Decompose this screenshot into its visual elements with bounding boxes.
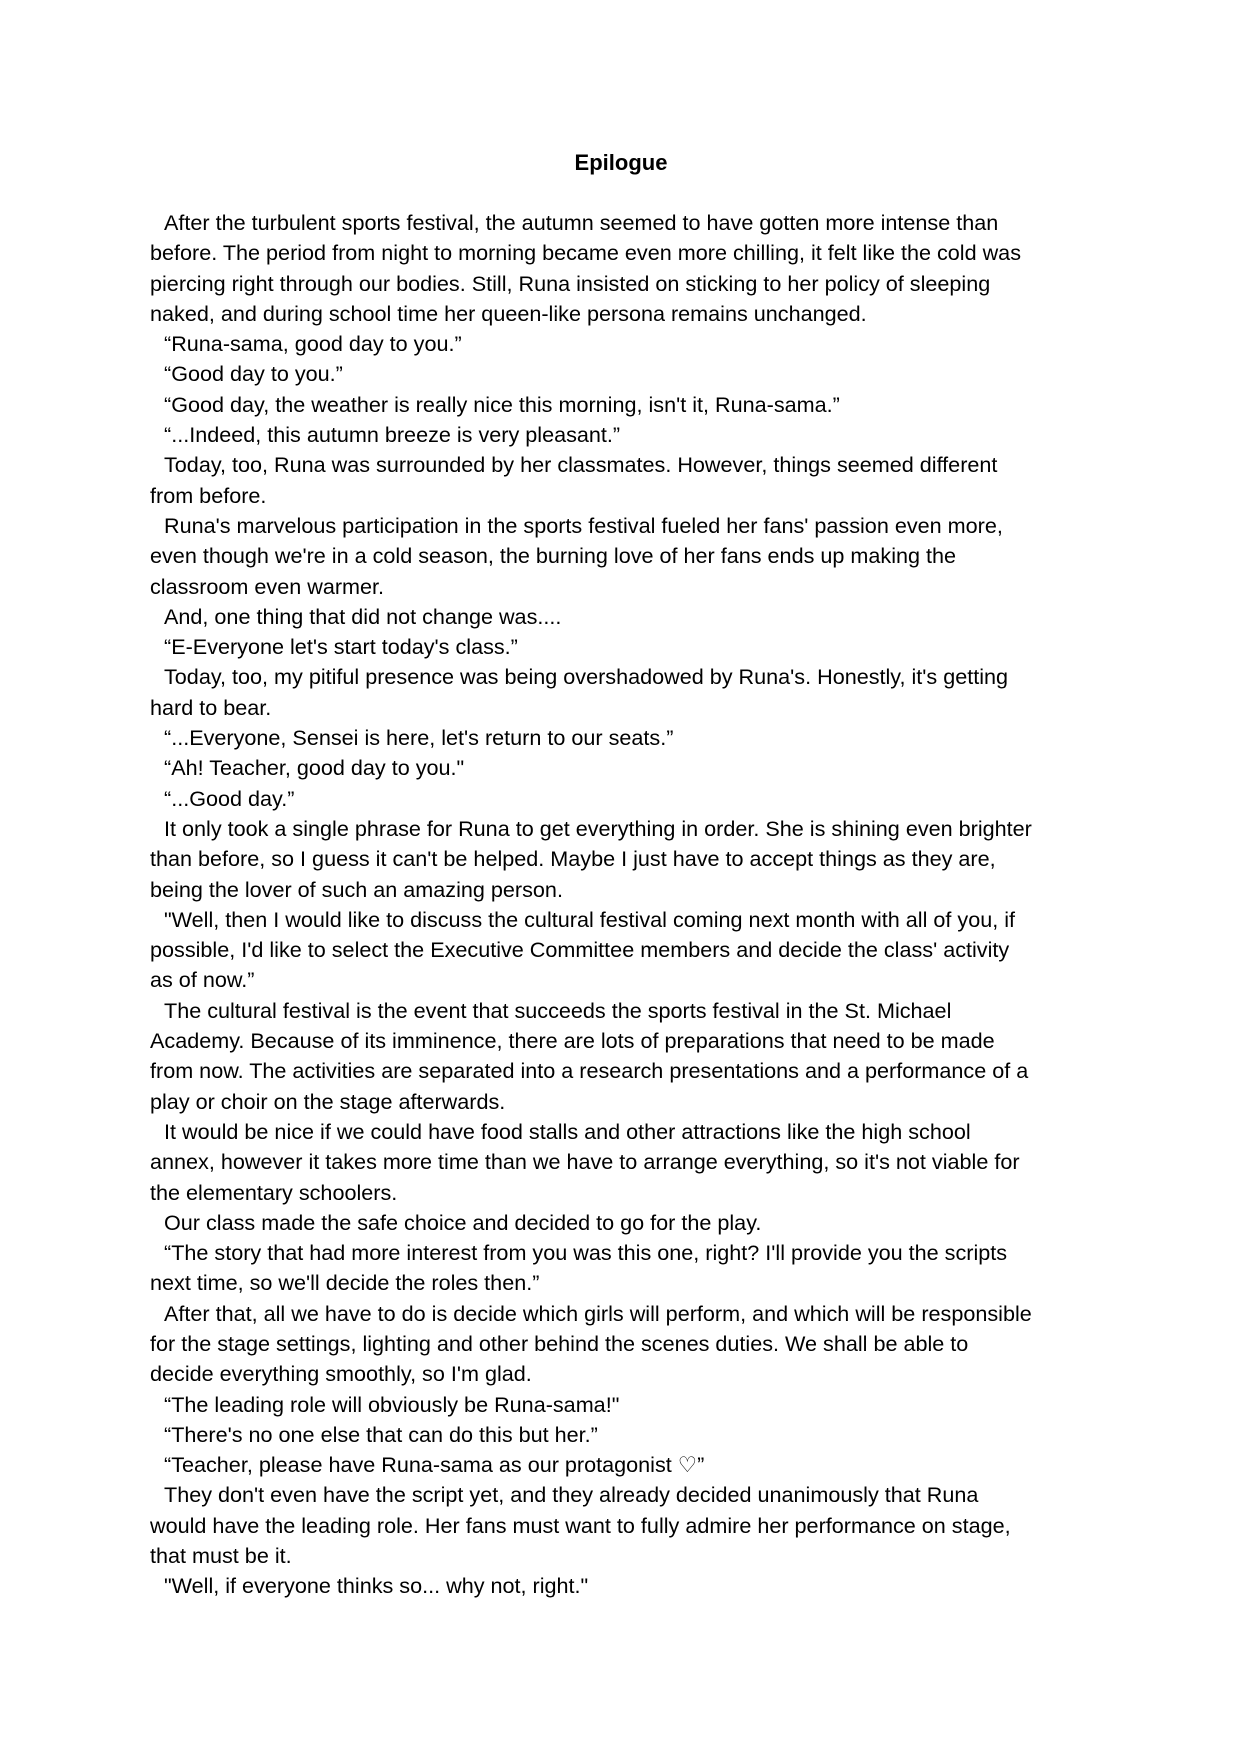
paragraph-line: “Good day, the weather is really nice this morning, isn't it, Runa-sama.” [164,391,840,417]
document-body [150,208,1084,1602]
paragraph-continuation-line: from now. The activities are separated into a research presentations and a performance of a [150,1058,1029,1084]
paragraph-line: Our class made the safe choice and decided to go for the play. [164,1209,762,1235]
paragraph-continuation-line: possible, I'd like to select the Executive Committee members and decide the class' activity [150,937,1010,963]
paragraph-line: “Teacher, please have Runa-sama as our protagonist ♡” [164,1452,705,1478]
paragraph-line: “Good day to you.” [164,361,343,387]
paragraph-continuation-line: play or choir on the stage afterwards. [150,1088,506,1114]
paragraph-line: “Runa-sama, good day to you.” [164,331,462,357]
paragraph-continuation-line: annex, however it takes more time than we have to arrange everything, so it's not viable for [150,1149,1020,1175]
paragraph-line: And, one thing that did not change was.... [164,603,562,629]
paragraph-continuation-line: hard to bear. [150,694,272,720]
paragraph-continuation-line: even though we're in a cold season, the burning love of her fans ends up making the [150,543,957,569]
paragraph-line: It would be nice if we could have food stalls and other attractions like the high school [164,1118,971,1144]
paragraph-line: Today, too, my pitiful presence was being overshadowed by Runa's. Honestly, it's getting [164,664,1009,690]
paragraph-line: “...Good day.” [164,785,295,811]
paragraph-line: After the turbulent sports festival, the autumn seemed to have gotten more intense than [164,210,999,235]
paragraph-continuation-line: classroom even warmer. [150,573,385,599]
paragraph-continuation-line: next time, so we'll decide the roles then.” [150,1270,540,1296]
paragraph-continuation-line: piercing right through our bodies. Still, Runa insisted on sticking to her policy of sleeping [150,270,991,296]
paragraph-continuation-line: than before, so I guess it can't be helped. Maybe I just have to accept things as they are, [150,846,996,872]
paragraph-continuation-line: the elementary schoolers. [150,1179,398,1205]
paragraph-continuation-line: from before. [150,482,267,508]
paragraph-continuation-line: before. The period from night to morning became even more chilling, it felt like the cold was [150,240,1021,266]
paragraph-line: They don't even have the script yet, and they already decided unanimously that Runa [164,1482,979,1508]
paragraph-continuation-line: Academy. Because of its imminence, there are lots of preparations that need to be made [150,1028,995,1054]
paragraph-continuation-line: naked, and during school time her queen-like persona remains unchanged. [150,300,867,326]
paragraph-line: “E-Everyone let's start today's class.” [164,634,518,660]
paragraph-line: “The leading role will obviously be Runa-sama!" [164,1391,620,1417]
paragraph-continuation-line: as of now.” [150,967,255,993]
page-title: Epilogue [574,150,668,175]
paragraph-line: Runa's marvelous participation in the sports festival fueled her fans' passion even more, [164,512,1003,538]
paragraph-line: “Ah! Teacher, good day to you." [164,755,465,781]
paragraph-line: The cultural festival is the event that succeeds the sports festival in the St. Michael [164,997,952,1023]
paragraph-continuation-line: that must be it. [150,1543,292,1569]
paragraph-continuation-line: being the lover of such an amazing person. [150,876,563,902]
paragraph-line: "Well, if everyone thinks so... why not, right." [164,1573,589,1599]
paragraph-line: “There's no one else that can do this but her.” [164,1421,598,1447]
paragraph-continuation-line: would have the leading role. Her fans must want to fully admire her performance on stage, [150,1512,1011,1538]
paragraph-line: After that, all we have to do is decide which girls will perform, and which will be responsible [164,1300,1032,1326]
paragraph-line: “...Indeed, this autumn breeze is very pleasant.” [164,422,621,448]
paragraph-line: It only took a single phrase for Runa to get everything in order. She is shining even brighter [164,815,1032,841]
paragraph-continuation-line: decide everything smoothly, so I'm glad. [150,1361,532,1387]
paragraph-line: "Well, then I would like to discuss the cultural festival coming next month with all of you, if [164,906,1016,932]
paragraph-line: “The story that had more interest from you was this one, right? I'll provide you the scripts [164,1240,1008,1266]
paragraph-line: Today, too, Runa was surrounded by her classmates. However, things seemed different [164,452,998,478]
paragraph-continuation-line: for the stage settings, lighting and other behind the scenes duties. We shall be able to [150,1330,969,1356]
paragraph-line: “...Everyone, Sensei is here, let's return to our seats.” [164,725,674,751]
